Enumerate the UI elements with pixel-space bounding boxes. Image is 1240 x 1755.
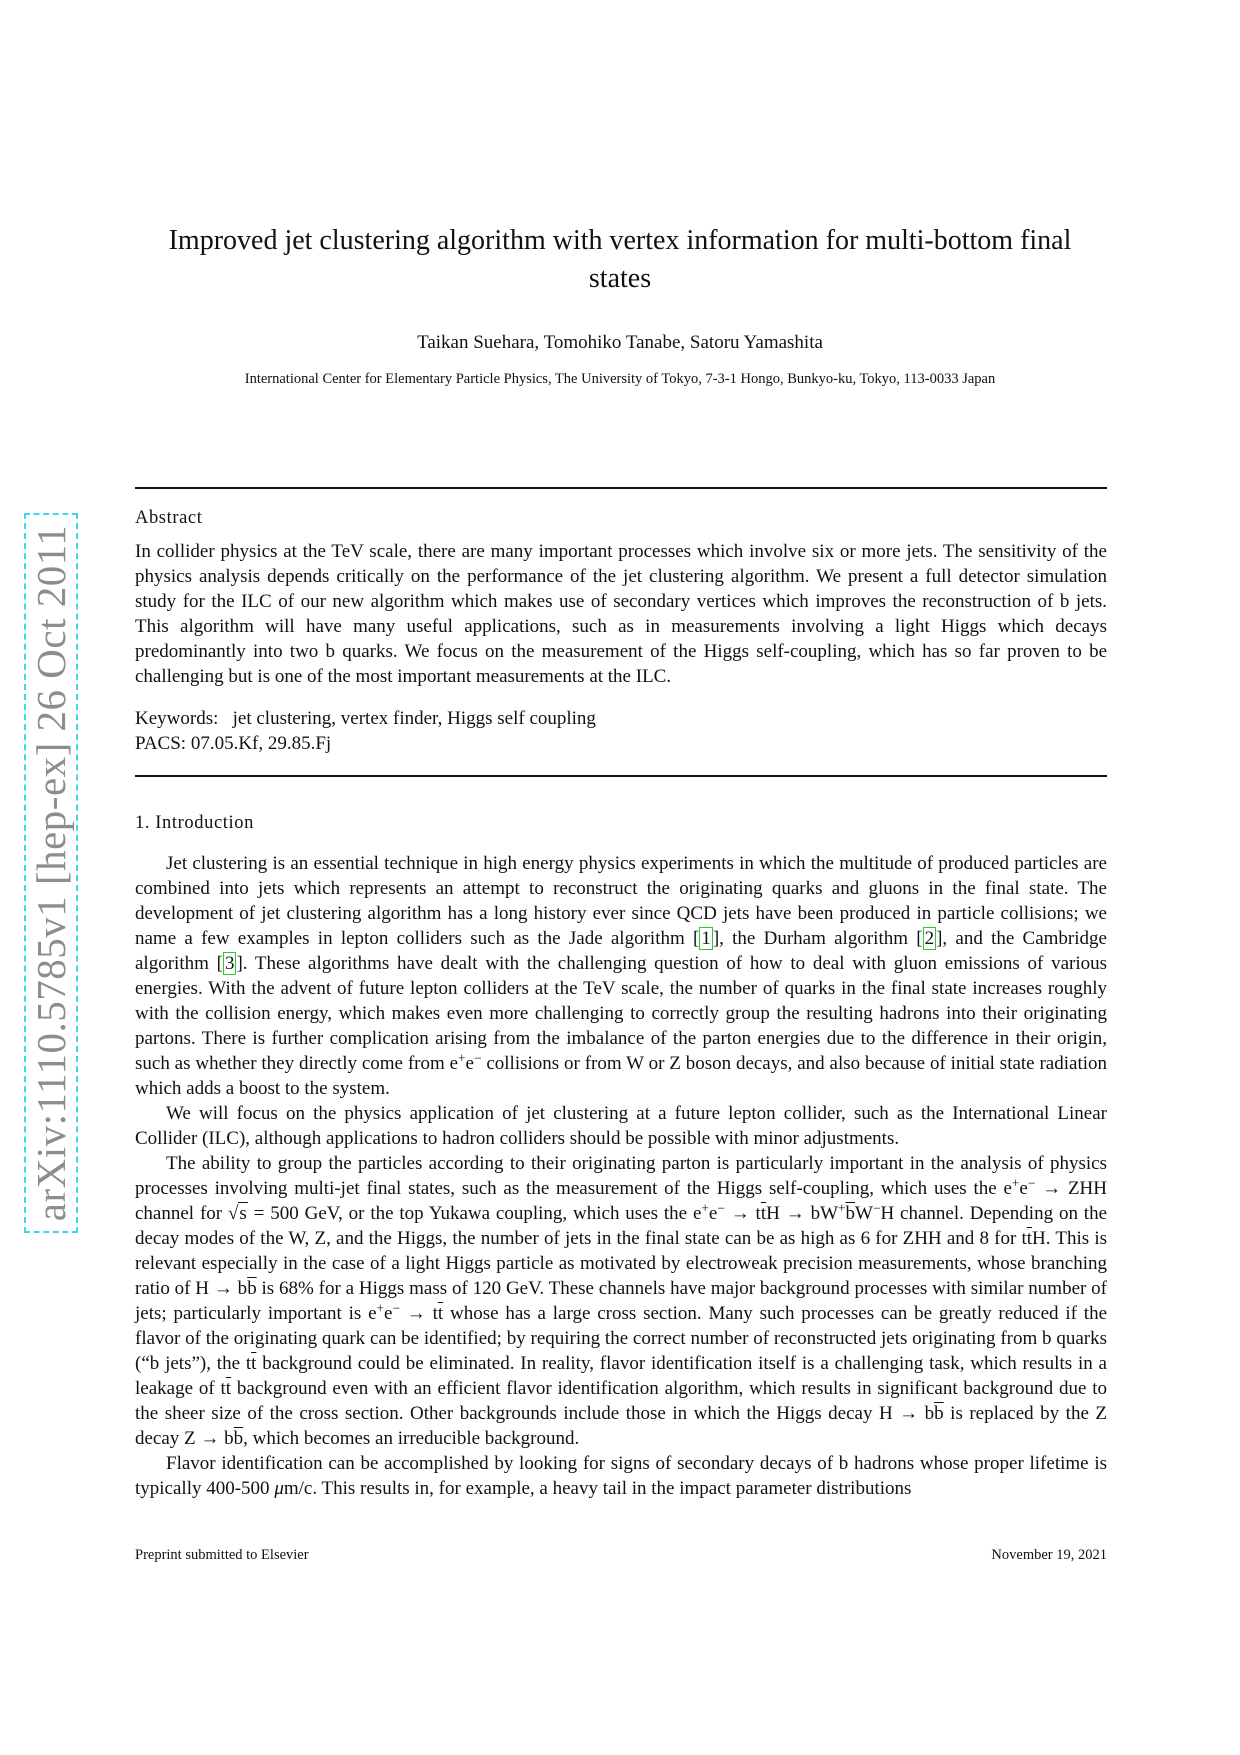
citation-2[interactable]: 2: [924, 928, 935, 949]
intro-paragraph-2: We will focus on the physics application of jet clustering at a future lepton collider, such as the International Linear Collider (ILC), although applications to hadron colliders should be possible with minor adjustments.: [135, 1103, 1107, 1149]
introduction-body: [135, 851, 1107, 1501]
keywords: Keywords: jet clustering, vertex finder, Higgs self coupling: [135, 708, 596, 729]
intro-paragraph-3: The ability to group the particles according to their originating parton is particularly important in the analysis of physics processes involving multi-jet final states, such as the measurement of the Higgs self-coupling, which uses the e+e− → ZHH channel for √s = 500 GeV, or the top Yukawa coupling, which uses the $e^+e^- \to t\overline{t}H \to bW^+\overline{b}W^-H$ channel. Depending on the decay modes of the W, Z, and the Higgs, the number of jets in the final state can be as high as 6 for ZHH and 8 for $t\overline{t}H$. This is relevant especially in the case of a light Higgs particle as motivated by electroweak precision measurements, whose branching ratio of $H \to b\overline{b}$ is 68% for a Higgs mass of 120 GeV. These channels have major background processes with similar number of jets; particularly important is $e^+e^- \to t\overline{t}$ whose has a large cross section. Many such processes can be greatly reduced if the flavor of the originating quark can be identified; by requiring the correct number of reconstructed jets originating from b quarks (“b jets”), the $t\overline{t}$ background could be eliminated. In reality, flavor identification itself is a challenging task, which results in a leakage of $t\overline{t}$ background even with an efficient flavor identification algorithm, which results in significant background due to the sheer size of the cross section. Other backgrounds include those in which the Higgs decay $H \to b\overline{b}$ is replaced by the Z decay $Z \to b\overline{b}$, which becomes an irreducible background.: [135, 1153, 1108, 1449]
arxiv-stamp-text[interactable]: arXiv:1110.5785v1 [hep-ex] 26 Oct 2011: [28, 524, 74, 1222]
citation-1[interactable]: 1: [701, 928, 711, 949]
arxiv-stamp: [24, 513, 78, 1233]
intro-paragraph-1: Jet clustering is an essential technique in high energy physics experiments in which the multitude of produced particles are combined into jets which represents an attempt to reconstruct the originating quarks and gluons in the final state. The development of jet clustering algorithm has a long history ever since QCD jets have been produced in particle collisions; we name a few examples in lepton colliders such as the Jade algorithm [ 1 ], the Durham algorithm [ 2 ], and the Cambridge algorithm [ 3 ]. These algorithms have dealt with the challenging question of how to deal with gluon emissions of various energies. With the advent of future lepton colliders at the TeV scale, the number of quarks in the final state increases roughly with the collision energy, which makes even more challenging to correctly group the resulting hadrons into their originating partons. There is further complication arising from the imbalance of the parton energies due to the difference in their origin, such as whether they directly come from e+e− collisions or from W or Z boson decays, and also because of initial state radiation which adds a boost to the system.: [135, 853, 1107, 1099]
abstract-heading: Abstract: [135, 508, 203, 528]
paper-title: Improved jet clustering algorithm with vertex information for multi-bottom final states: [168, 225, 1072, 294]
footer-preprint-note: Preprint submitted to Elsevier: [135, 1547, 309, 1563]
abstract-body: [135, 539, 1107, 689]
top-rule: [135, 487, 1107, 489]
introduction-heading: 1. Introduction: [135, 813, 254, 833]
abstract-text: In collider physics at the TeV scale, there are many important processes which involve six or more jets. The sensitivity of the physics analysis depends critically on the performance of the jet clustering algorithm. We present a full detector simulation study for the ILC of our new algorithm which makes use of secondary vertices which improves the reconstruction of b jets. This algorithm will have many useful applications, such as in measurements involving a light Higgs which decays predominantly into two b quarks. We focus on the measurement of the Higgs self-coupling, which has so far proven to be challenging but is one of the most important measurements at the ILC.: [135, 541, 1107, 687]
keywords-block: [135, 706, 1107, 756]
author-list: Taikan Suehara, Tomohiko Tanabe, Satoru Yamashita: [417, 332, 823, 353]
citation-3[interactable]: 3: [224, 953, 235, 974]
intro-paragraph-4: Flavor identification can be accomplished by looking for signs of secondary decays of b hadrons whose proper lifetime is typically 400-500 μm/c. This results in, for example, a heavy tail in the impact parameter distributions: [135, 1453, 1107, 1499]
footer-date: November 19, 2021: [991, 1547, 1107, 1563]
affiliation: International Center for Elementary Particle Physics, The University of Tokyo, 7-3-1 Hongo, Bunkyo-ku, Tokyo, 113-0033 Japan: [244, 371, 996, 387]
bottom-rule: [135, 775, 1107, 777]
pacs-codes: PACS: 07.05.Kf, 29.85.Fj: [135, 733, 332, 754]
